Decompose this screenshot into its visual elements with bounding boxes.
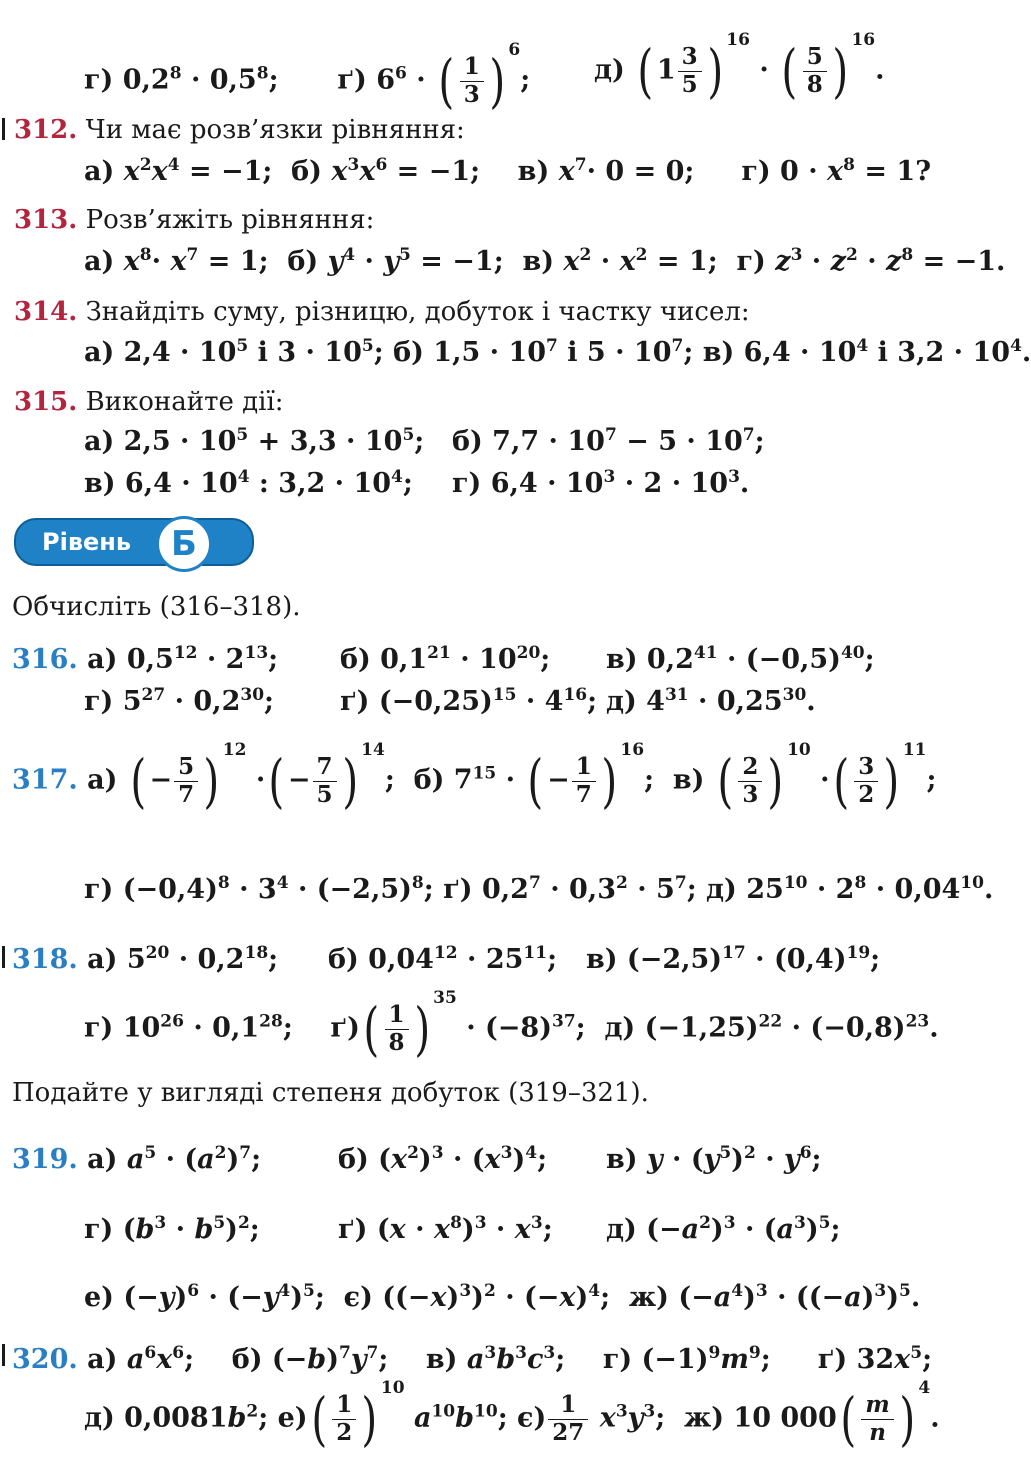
task-315-row-2b: г) $6,4 \cdot 10^3 \cdot 2 \cdot 10^3$. <box>452 467 750 499</box>
task-319-row-2b: ґ) $(x \cdot x^8)^3 \cdot x^3$; <box>338 1213 553 1245</box>
task-312-header <box>14 117 465 143</box>
level-badge <box>14 518 254 566</box>
task-number: 318. <box>12 944 78 975</box>
task-315-header <box>14 389 284 415</box>
task-number: 319. <box>12 1144 78 1175</box>
task-313-header <box>14 207 374 233</box>
task-318-row-1: 318. а) $5^{20} \cdot 0,2^{18}$; <box>12 943 279 975</box>
task-311-line-1: г) $0,2^8 \cdot 0,5^8$; ґ) $6^6$ · ( $\frac{1}{3}$ ) $^6$; <box>84 40 531 115</box>
task-number: 313. <box>14 205 78 235</box>
task-number: 315. <box>14 387 78 417</box>
task-316-row-2c: д) $4^{31} \cdot 0,25^{30}$. <box>606 685 816 717</box>
margin-marker <box>2 118 5 140</box>
level-label: Рівень <box>42 528 132 556</box>
task-316-row-1c: в) $0,2^{41} \cdot (-0,5)^{40}$; <box>606 643 875 675</box>
task-319-row-1b: б) $(x^2)^3 \cdot (x^3)^4$; <box>338 1143 548 1175</box>
task-319-row-3: е) $(-y)^6 \cdot (-y^4)^5$; є) $((-x)^3)^2 \cdot (-x)^4$; ж) $(-a^4)^3 \cdot ((-a)^3)^5$. <box>84 1281 921 1313</box>
task-315-row-1: а) $2,5 \cdot 10^5 + 3,3 \cdot 10^5$; <box>84 425 425 457</box>
task-319-row-1: 319. а) $a^5 \cdot (a^2)^7$; <box>12 1143 262 1175</box>
task-316-row-2: г) $5^{27} \cdot 0,2^{30}$; <box>84 685 275 717</box>
task-question: Знайдіть суму, різницю, добуток і частку чисел: <box>85 297 750 327</box>
task-314-items: а) $2,4 \cdot 10^5$ і $3 \cdot 10^5$; б) $1,5 \cdot 10^7$ і $5 \cdot 10^7$; в) $6,4 \cdot 10^4$ і $3,2 \cdot 10^4$. <box>84 336 1031 368</box>
margin-marker <box>2 1344 5 1366</box>
task-318-row-1b: б) $0,04^{12} \cdot 25^{11}$; <box>328 943 558 975</box>
task-315-row-2: в) $6,4 \cdot 10^4$ : $3,2 \cdot 10^4$; <box>84 467 413 499</box>
task-320-row-1: 320. а) $a^6x^6$; б) $(-b)^7y^7$; в) $a^3b^3c^3$; г) $(-1)^9m^9$; ґ) $32x^5$; <box>12 1343 933 1375</box>
task-316-row-1: 316. а) $0,5^{12} \cdot 2^{13}$; <box>12 643 279 675</box>
task-question: Чи має розв’язки рівняння: <box>85 115 465 145</box>
task-316-row-1b: б) $0,1^{21} \cdot 10^{20}$; <box>340 643 551 675</box>
task-315-row-1b: б) $7,7 \cdot 10^7 - 5 \cdot 10^7$; <box>452 425 765 457</box>
task-318-row-2: г) $10^{26} \cdot 0,1^{28}$; ґ)( $\frac{1}{8}$ ) $^{35} \cdot (-8)^{37}$; д) $(-1,25)^{22} \cdot (-0,8)^{23}$. <box>84 988 939 1063</box>
task-319-row-2: г) $(b^3 \cdot b^5)^2$; <box>84 1213 260 1245</box>
task-318-row-1c: в) $(-2,5)^{17} \cdot (0,4)^{19}$; <box>586 943 881 975</box>
task-319-row-2c: д) $(-a^2)^3 \cdot (a^3)^5$; <box>606 1213 841 1245</box>
task-number: 312. <box>14 115 78 145</box>
task-320-row-2: д) $0,0081b^2$; е)( $\frac{1}{2}$ ) $^{10}$ $a^{10}b^{10}$; є) $\frac{1}{27}$ $x^3y^3$; ж) 10 000( $\frac{m}{n}$ ) $^4$. <box>84 1378 940 1453</box>
task-question: Розв’яжіть рівняння: <box>85 205 375 235</box>
task-313-items: а) $x^8\cdot x^7 = 1$; б) $y^4 \cdot y^5 = -1$; в) $x^2 \cdot x^2 = 1$; г) $z^3 \cdot z^2 \cdot z^8 = -1$. <box>84 245 1006 277</box>
task-317-row-1: 317. а) ( − $\frac{5}{7}$ ) $^{12}$ ·( − $\frac{7}{5}$ ) $^{14}$; б) $7^{15}$ · ( − $\frac{1}{7}$ ) $^{16}$; в) ( $\frac{2}{3}$ ) $^{10}$ ·( $\frac{3}{2}$ ) $^{11}$; <box>12 740 937 815</box>
task-number: 320. <box>12 1344 78 1375</box>
task-311-line-1-d: д) ( 1 $\frac{3}{5}$ ) $^{16}$ · ( $\frac{5}{8}$ ) $^{16}$. <box>594 30 885 105</box>
task-312-items: а) $x^2x^4 = -1$; б) $x^3x^6 = -1$; в) $x^7\cdot 0 = 0$; г) $0 \cdot x^8 = 1$? <box>84 155 932 187</box>
task-question: Виконайте дії: <box>85 387 284 417</box>
task-317-row-2: г) $(-0,4)^8 \cdot 3^4 \cdot (-2,5)^8$; ґ) $0,2^7 \cdot 0,3^2 \cdot 5^7$; д) $25^{10} \cdot 2^8 \cdot 0,04^{10}$. <box>84 873 994 905</box>
task-319-row-1c: в) $y \cdot (y^5)^2 \cdot y^6$; <box>606 1143 822 1175</box>
task-316-row-2b: ґ) $(-0,25)^{15} \cdot 4^{16}$; <box>340 685 598 717</box>
task-number: 314. <box>14 297 78 327</box>
margin-marker <box>2 946 5 968</box>
section-heading-316-318: Обчисліть (316–318). <box>12 592 301 622</box>
task-314-header <box>14 299 750 325</box>
level-letter: Б <box>156 516 212 572</box>
section-heading-319-321: Подайте у вигляді степеня добуток (319–321). <box>12 1078 649 1108</box>
task-number: 317. <box>12 764 78 796</box>
task-number: 316. <box>12 644 78 675</box>
